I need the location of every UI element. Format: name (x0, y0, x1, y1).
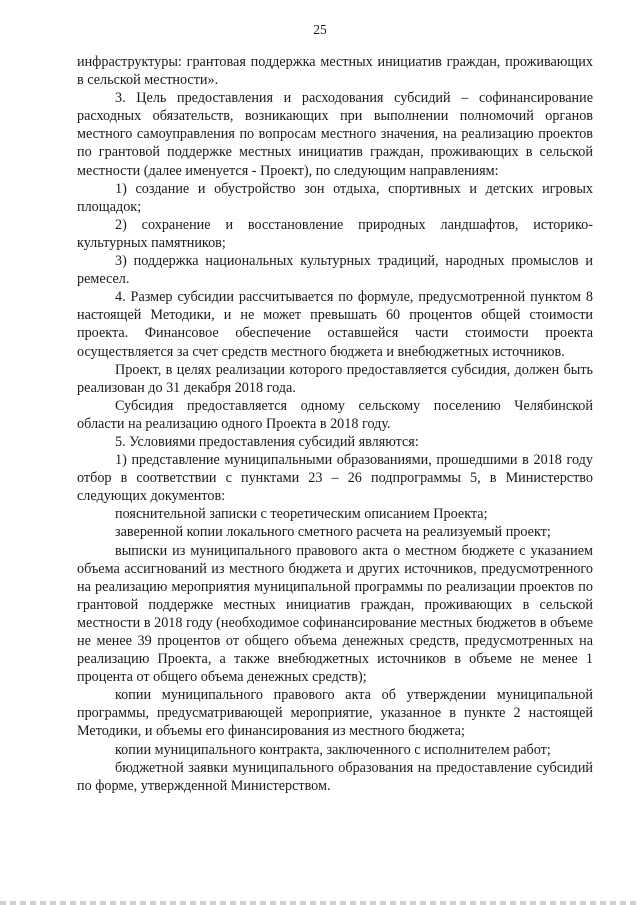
paragraph: 3. Цель предоставления и расходования субсидий – софинансирование расходных обязательств, возникающих при выполнении полномочий органов местного самоуправления по вопросам местного значения, на реализацию проектов по грантовой поддержке местных инициатив граждан, проживающих в сельской местности (далее именуется - Проект), по следующим направлениям: (77, 90, 593, 179)
scan-edge-divider (0, 901, 640, 905)
paragraph: инфраструктуры: грантовая поддержка местных инициатив граждан, проживающих в сельской местности». (77, 54, 593, 89)
paragraph: 1) создание и обустройство зон отдыха, спортивных и детских игровых площадок; (77, 180, 593, 215)
document-body (77, 53, 593, 795)
paragraph: пояснительной записки с теоретическим описанием Проекта; (115, 506, 488, 523)
paragraph: заверенной копии локального сметного расчета на реализуемый проект; (115, 524, 551, 541)
paragraph: 3) поддержка национальных культурных традиций, народных промыслов и ремесел. (77, 253, 593, 288)
paragraph: копии муниципального контракта, заключенного с исполнителем работ; (115, 741, 551, 758)
paragraph: Проект, в целях реализации которого предоставляется субсидия, должен быть реализован до 31 декабря 2018 года. (77, 361, 593, 396)
paragraph: Субсидия предоставляется одному сельскому поселению Челябинской области на реализацию одного Проекта в 2018 году. (77, 397, 593, 432)
paragraph: копии муниципального правового акта об утверждении муниципальной программы, предусматривающей мероприятие, указанное в пункте 2 настоящей Методики, и объемы его финансирования из местного бюджета; (77, 687, 593, 740)
page-number: 25 (313, 22, 327, 37)
paragraph: 4. Размер субсидии рассчитывается по формуле, предусмотренной пунктом 8 настоящей Методики, и не может превышать 60 процентов общей стоимости проекта. Финансовое обеспечение оставшейся части стоимости проекта осуществляется за счет средств местного бюджета и внебюджетных источников. (77, 289, 593, 360)
paragraph: 5. Условиями предоставления субсидий являются: (115, 433, 419, 450)
paragraph: выписки из муниципального правового акта о местном бюджете с указанием объема ассигнований из местного бюджета и других источников, предусмотренного на реализацию мероприятия муниципальной программы по реализации проектов по грантовой поддержке местных инициатив граждан, проживающих в сельской местности в 2018 году (необходимое софинансирование местных бюджетов в объеме не менее 39 процентов от общего объема денежных средств, предусмотренных на реализацию Проекта, а также внебюджетных источников в объеме не менее 1 процента от общего объема денежных средств); (77, 542, 593, 686)
paragraph: 2) сохранение и восстановление природных ландшафтов, историко-культурных памятников; (77, 216, 593, 251)
paragraph: 1) представление муниципальными образованиями, прошедшими в 2018 году отбор в соответствии с пунктами 23 – 26 подпрограммы 5, в Министерство следующих документов: (77, 452, 593, 505)
paragraph: бюджетной заявки муниципального образования на предоставление субсидий по форме, утвержденной Министерством. (77, 759, 593, 794)
